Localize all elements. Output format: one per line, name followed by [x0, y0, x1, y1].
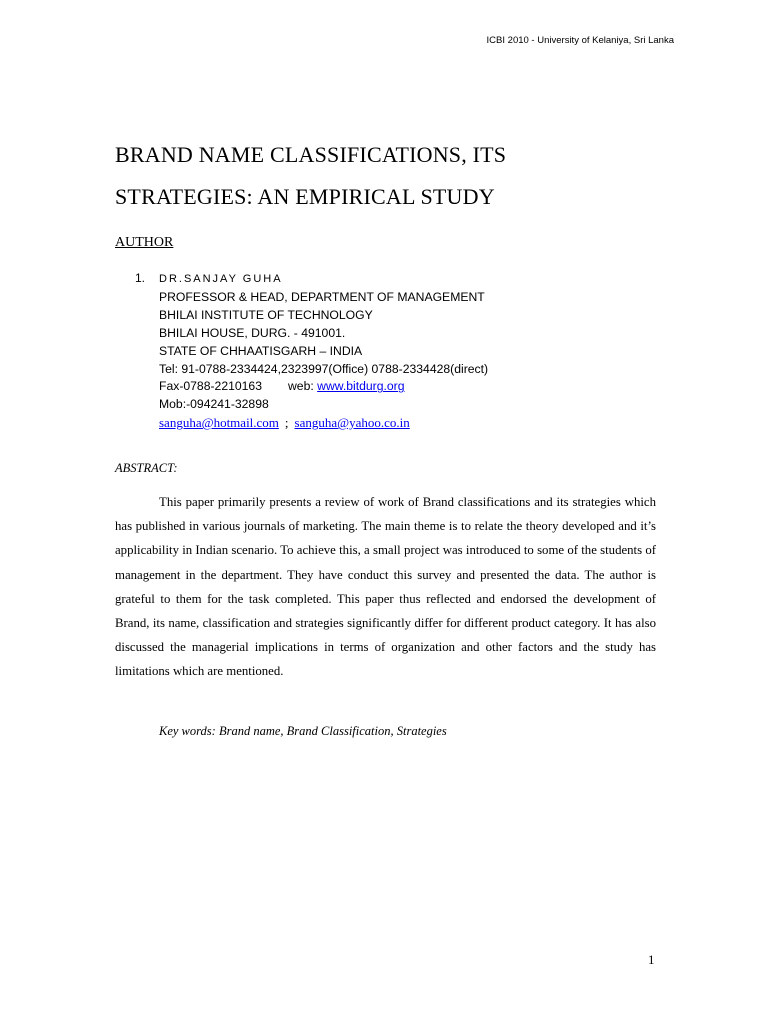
author-fax-web-line	[159, 378, 679, 396]
author-fax: Fax-0788-2210163	[159, 379, 262, 394]
author-email-line	[159, 414, 679, 432]
author-name: DR.SANJAY GUHA	[159, 273, 283, 285]
web-label: web:	[288, 379, 314, 394]
author-institute: BHILAI INSTITUTE OF TECHNOLOGY	[159, 307, 373, 322]
author-state: STATE OF CHHAATISGARH – INDIA	[159, 343, 363, 358]
paper-title-line-2: STRATEGIES: AN EMPIRICAL STUDY	[115, 184, 495, 209]
website-link[interactable]: www.bitdurg.org	[317, 379, 405, 394]
author-details	[159, 271, 679, 432]
author-heading: AUTHOR	[115, 235, 174, 250]
running-head: ICBI 2010 - University of Kelaniya, Sri Lanka	[486, 35, 674, 46]
keywords: Key words: Brand name, Brand Classification, Strategies	[159, 724, 447, 738]
email-link-hotmail[interactable]: sanguha@hotmail.com	[159, 415, 279, 431]
author-telephone: Tel: 91-0788-2334424,2323997(Office) 0788-2334428(direct)	[159, 361, 489, 376]
email-link-yahoo[interactable]: sanguha@yahoo.co.in	[294, 415, 410, 431]
abstract-heading: ABSTRACT:	[115, 461, 178, 475]
paper-title-line-1: BRAND NAME CLASSIFICATIONS, ITS	[115, 142, 507, 167]
abstract-body: This paper primarily presents a review of work of Brand classifications and its strategies which has published in various journals of marketing. The main theme is to relate the theory developed and it’s applicability in Indian scenario. To achieve this, a small project was introduced to some of the students of management in the department. They have conduct this survey and presented the data. The author is grateful to them for the task completed. This paper thus reflected and endorsed the development of Brand, its name, classification and strategies significantly differ for different product category. It has also discussed the managerial implications in terms of organization and other factors and the study has limitations which are mentioned.	[115, 495, 656, 679]
author-mobile: Mob:-094241-32898	[159, 397, 269, 412]
page-number: 1	[648, 952, 655, 967]
paper-title	[115, 134, 675, 218]
author-number: 1.	[135, 271, 146, 285]
author-address: BHILAI HOUSE, DURG. - 491001.	[159, 325, 346, 340]
email-separator: ;	[284, 415, 289, 431]
author-position: PROFESSOR & HEAD, DEPARTMENT OF MANAGEMENT	[159, 289, 485, 304]
